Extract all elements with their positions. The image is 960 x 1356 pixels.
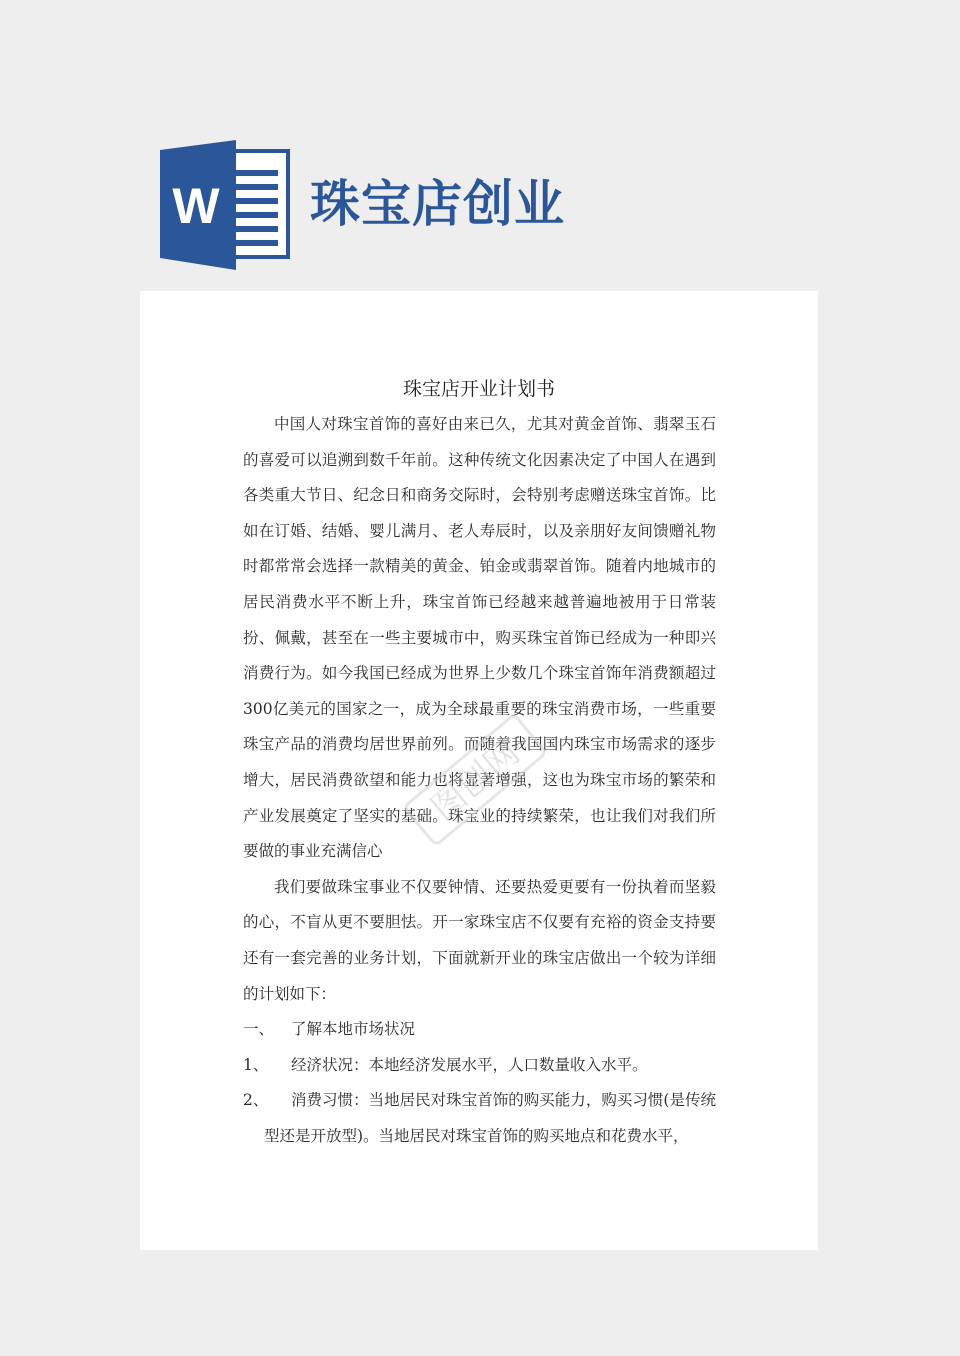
section-heading	[243, 1012, 716, 1048]
logo-letter: W	[172, 178, 220, 234]
banner-header	[0, 0, 960, 290]
document-body	[243, 407, 716, 1154]
document-title: 珠宝店开业计划书	[402, 378, 555, 400]
section-number: 一、	[243, 1020, 275, 1039]
banner-title: 珠宝店创业	[310, 175, 565, 233]
section-text: 了解本地市场状况	[291, 1020, 416, 1039]
word-document-icon	[160, 140, 290, 270]
paragraph-plan: 我们要做珠宝事业不仅要钟情、还要热爱更要有一份执着而坚毅的心，不盲从更不要胆怯。开一家珠宝店不仅要有充裕的资金支持要还有一套完善的业务计划，下面就新开业的珠宝店做出一个较为详细的计划如下：	[243, 877, 716, 1003]
list-item-number: 1、	[243, 1055, 269, 1074]
list-item-text: 经济状况：本地经济发展水平，人口数量收入水平。	[291, 1055, 648, 1074]
paragraph-intro: 中国人对珠宝首饰的喜好由来已久，尤其对黄金首饰、翡翠玉石的喜爱可以追溯到数千年前。这种传统文化因素决定了中国人在遇到各类重大节日、纪念日和商务交际时，会特别考虑赠送珠宝首饰。比如在订婚、结婚、婴儿满月、老人寿辰时，以及亲朋好友间馈赠礼物时都常常会选择一款精美的黄金、铂金或翡翠首饰。随着内地城市的居民消费水平不断上升，珠宝首饰已经越来越普遍地被用于日常装扮、佩戴，甚至在一些主要城市中，购买珠宝首饰已经成为一种即兴消费行为。如今我国已经成为世界上少数几个珠宝首饰年消费额超过300亿美元的国家之一，成为全球最重要的珠宝消费市场，一些重要珠宝产品的消费均居世界前列。而随着我国国内珠宝市场需求的逐步增大，居民消费欲望和能力也将显著增强，这也为珠宝市场的繁荣和产业发展奠定了坚实的基础。珠宝业的持续繁荣，也让我们对我们所要做的事业充满信心	[243, 415, 716, 861]
list-item-text: 消费习惯：当地居民对珠宝首饰的购买能力，购买习惯(是传统型还是开放型)。当地居民对珠宝首饰的购买地点和花费水平，	[264, 1091, 716, 1145]
list-item	[243, 1083, 716, 1154]
list-item-number: 2、	[243, 1091, 269, 1110]
list-item	[243, 1048, 716, 1084]
watermark-text: 图创网	[423, 732, 528, 829]
document-page	[140, 291, 818, 1250]
